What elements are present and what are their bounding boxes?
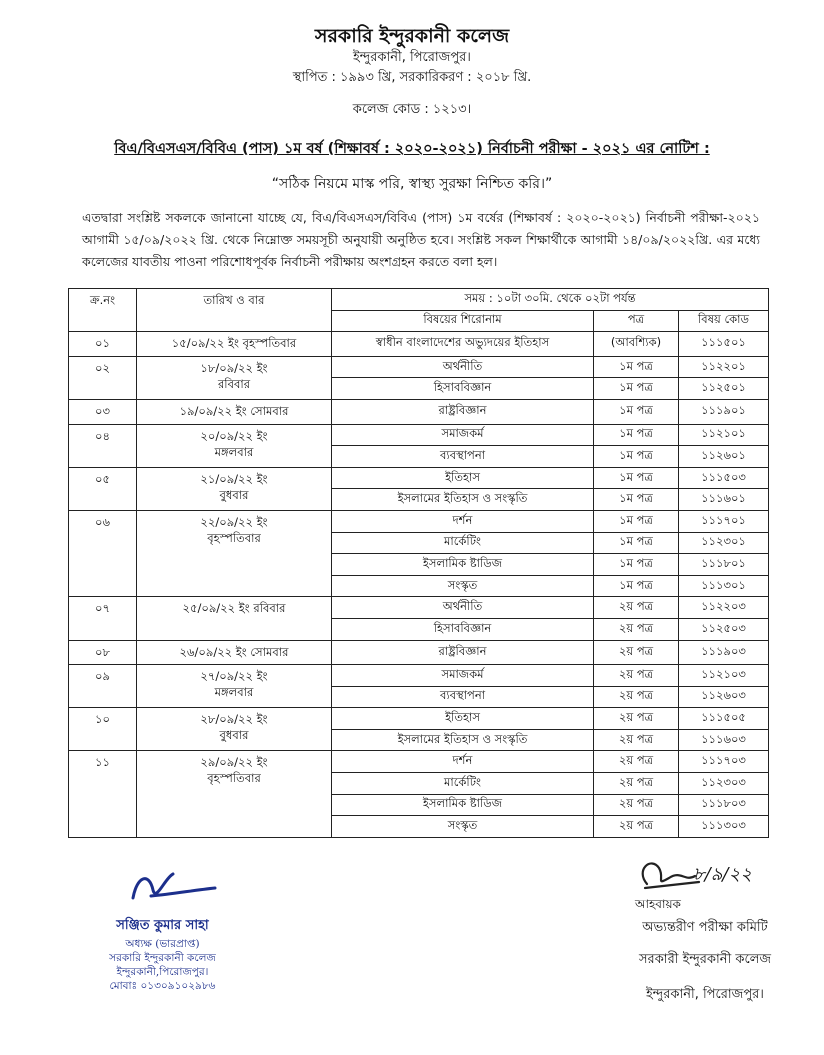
code-cell: ১১২৩০১ — [679, 532, 769, 554]
date-line: ২১/০৯/২২ ইং — [200, 471, 268, 486]
paper-cell: ১ম পত্র — [594, 399, 679, 424]
date-line: ১৫/০৯/২২ ইং বৃহস্পতিবার — [171, 336, 297, 351]
serial-cell: ০৯ — [69, 665, 137, 708]
notice-slogan: “সঠিক নিয়মে মাস্ক পরি, স্বাস্থ্য সুরক্ষা নিশ্চিত করি।” — [271, 176, 553, 192]
date-cell — [137, 665, 332, 708]
paper-cell: ২য় পত্র — [594, 794, 679, 816]
date-line: ২২/০৯/২২ ইং — [200, 514, 268, 529]
subject-cell: রাষ্ট্রবিজ্ঞান — [332, 640, 594, 665]
code-cell: ১১১৬০৩ — [679, 729, 769, 751]
college-address: ইন্দুরকানী, পিরোজপুর। — [353, 50, 471, 65]
subject-cell: দর্শন — [332, 510, 594, 532]
date-line: ২৭/০৯/২২ ইং — [200, 669, 268, 684]
subject-cell: সমাজকর্ম — [332, 424, 594, 446]
table-row — [69, 399, 769, 424]
date-cell — [137, 399, 332, 424]
header-subject: বিষয়ের শিরোনাম — [332, 310, 594, 332]
code-cell: ১১১৭০১ — [679, 510, 769, 532]
subject-cell: সংস্কৃত — [332, 816, 594, 838]
code-cell: ১১২৫০৩ — [679, 618, 769, 640]
date-line: বুধবার — [219, 487, 249, 502]
subject-cell: অর্থনীতি — [332, 356, 594, 378]
serial-cell: ০১ — [69, 332, 137, 357]
date-line: ১৮/০৯/২২ ইং — [200, 360, 268, 375]
notice-title-text: বিএ/বিএসএস/বিবিএ (পাস) ১ম বর্ষ (শিক্ষাবর্ষ : ২০২০-২০২১) নির্বাচনী পরীক্ষা - ২০২১ এর নোটিশ : — [114, 141, 710, 157]
subject-cell: হিসাববিজ্ঞান — [332, 618, 594, 640]
paper-cell: (আবশ্যিক) — [594, 332, 679, 357]
code-cell: ১১১৬০১ — [679, 489, 769, 511]
code-cell: ১১১৯০৩ — [679, 640, 769, 665]
paper-cell: ১ম পত্র — [594, 446, 679, 468]
paper-cell: ২য় পত্র — [594, 816, 679, 838]
code-cell: ১১১৫০৩ — [679, 467, 769, 489]
date-cell — [137, 597, 332, 640]
code-cell: ১১১৮০৩ — [679, 794, 769, 816]
principal-name: সঞ্জিত কুমার সাহা — [116, 918, 209, 933]
code-cell: ১১১৫০৫ — [679, 708, 769, 730]
table-row — [69, 510, 769, 532]
principal-mobile: মোবাঃ ০১৩০৯১০২৯৮৬ — [109, 980, 216, 992]
date-cell — [137, 424, 332, 467]
serial-cell: ০৪ — [69, 424, 137, 467]
code-cell: ১১২২০১ — [679, 356, 769, 378]
subject-cell: ইসলামিক ষ্টাডিজ — [332, 554, 594, 576]
table-row — [69, 640, 769, 665]
subject-cell: ইসলামের ইতিহাস ও সংস্কৃতি — [332, 489, 594, 511]
subject-cell: মার্কেটিং — [332, 773, 594, 795]
table-row — [69, 356, 769, 378]
paper-cell: ১ম পত্র — [594, 467, 679, 489]
paper-cell: ২য় পত্র — [594, 751, 679, 773]
subject-cell: ইসলামের ইতিহাস ও সংস্কৃতি — [332, 729, 594, 751]
serial-cell: ১০ — [69, 708, 137, 751]
paper-cell: ২য় পত্র — [594, 708, 679, 730]
college-name: সরকারি ইন্দুরকানী কলেজ — [314, 25, 510, 47]
code-cell: ১১১৫০১ — [679, 332, 769, 357]
subject-cell: ইসলামিক ষ্টাডিজ — [332, 794, 594, 816]
exam-schedule-body — [69, 289, 769, 838]
paper-cell: ১ম পত্র — [594, 424, 679, 446]
signature-date: ৮/৯/২২ — [693, 864, 752, 885]
paper-cell: ২য় পত্র — [594, 773, 679, 795]
subject-cell: ইতিহাস — [332, 467, 594, 489]
subject-cell: ব্যবস্থাপনা — [332, 686, 594, 708]
subject-cell: ব্যবস্থাপনা — [332, 446, 594, 468]
date-line: মঙ্গলবার — [214, 444, 254, 459]
table-row — [69, 597, 769, 619]
paper-cell: ২য় পত্র — [594, 640, 679, 665]
table-row — [69, 665, 769, 687]
date-line: বৃহস্পতিবার — [207, 771, 261, 786]
date-cell — [137, 708, 332, 751]
date-cell — [137, 332, 332, 357]
exam-schedule-table — [68, 288, 769, 838]
date-cell — [137, 467, 332, 510]
college-code: কলেজ কোড : ১২১৩। — [352, 102, 472, 117]
date-line: ২০/০৯/২২ ইং — [200, 428, 268, 443]
date-cell — [137, 640, 332, 665]
table-header-row — [69, 289, 769, 311]
paper-cell: ২য় পত্র — [594, 597, 679, 619]
code-cell: ১১২৫০১ — [679, 378, 769, 400]
date-line: ২৫/০৯/২২ ইং রবিবার — [182, 601, 286, 616]
committee-address: ইন্দুরকানী, পিরোজপুর। — [646, 987, 764, 1002]
paper-cell: ১ম পত্র — [594, 554, 679, 576]
date-line: ২৯/০৯/২২ ইং — [200, 755, 268, 770]
table-row — [69, 332, 769, 357]
subject-cell: রাষ্ট্রবিজ্ঞান — [332, 399, 594, 424]
code-cell: ১১২৩০৩ — [679, 773, 769, 795]
date-line: ২৬/০৯/২২ ইং সোমবার — [179, 644, 289, 659]
date-line: ২৮/০৯/২২ ইং — [200, 712, 268, 727]
table-row — [69, 424, 769, 446]
date-line: ১৯/০৯/২২ ইং সোমবার — [179, 403, 289, 418]
subject-cell: ইতিহাস — [332, 708, 594, 730]
code-cell: ১১২১০১ — [679, 424, 769, 446]
paper-cell: ১ম পত্র — [594, 378, 679, 400]
date-line: বুধবার — [219, 728, 249, 743]
notice-title — [0, 138, 824, 162]
signature-scribble-icon — [103, 868, 223, 910]
code-cell: ১১১৩০৩ — [679, 816, 769, 838]
code-cell: ১১২১০৩ — [679, 665, 769, 687]
principal-signature-block — [70, 868, 255, 993]
subject-cell: অর্থনীতি — [332, 597, 594, 619]
date-cell — [137, 356, 332, 399]
principal-college: সরকারি ইন্দুরকানী কলেজ — [109, 952, 216, 964]
committee-college: সরকারী ইন্দুরকানী কলেজ — [638, 952, 772, 967]
paper-cell: ১ম পত্র — [594, 575, 679, 597]
subject-cell: হিসাববিজ্ঞান — [332, 378, 594, 400]
principal-address: ইন্দুরকানী,পিরোজপুর। — [116, 966, 209, 978]
date-cell — [137, 510, 332, 596]
subject-cell: দর্শন — [332, 751, 594, 773]
date-line: বৃহস্পতিবার — [207, 530, 261, 545]
serial-cell: ০৭ — [69, 597, 137, 640]
table-row — [69, 467, 769, 489]
serial-cell: ০৮ — [69, 640, 137, 665]
header-time: সময় : ১০টা ৩০মি. থেকে ০২টা পর্যন্ত — [332, 289, 769, 311]
convener-role: আহবায়ক — [635, 897, 681, 911]
serial-cell: ০৫ — [69, 467, 137, 510]
serial-cell: ০২ — [69, 356, 137, 399]
header-code: বিষয় কোড — [679, 310, 769, 332]
code-cell: ১১১৩০১ — [679, 575, 769, 597]
establishment-info: স্থাপিত : ১৯৯৩ খ্রি, সরকারিকরণ : ২০১৮ খ্রি. — [292, 70, 532, 85]
code-cell: ১১১৯০১ — [679, 399, 769, 424]
header-serial: ক্র.নং — [69, 289, 137, 332]
subject-cell: সংস্কৃত — [332, 575, 594, 597]
serial-cell: ০৩ — [69, 399, 137, 424]
code-cell: ১১১৮০১ — [679, 554, 769, 576]
header-date: তারিখ ও বার — [137, 289, 332, 332]
code-cell: ১১১৭০৩ — [679, 751, 769, 773]
table-row — [69, 708, 769, 730]
date-line: রবিবার — [217, 376, 251, 391]
paper-cell: ১ম পত্র — [594, 510, 679, 532]
notice-body: এতদ্বারা সংশ্লিষ্ট সকলকে জানানো যাচ্ছে যে, বিএ/বিএসএস/বিবিএ (পাস) ১ম বর্ষের (শিক্ষাবর্ষ : ২০২০-২০২১) নির্বাচনী পরীক্ষা-২০২১ আগামী ১৫/০৯/২০২২ খ্রি. থেকে নিম্নোক্ত সময়সূচী অনুযায়ী অনুষ্ঠিত হবে। সংশ্লিষ্ট সকল শিক্ষার্থীকে আগামী ১৪/০৯/২০২২খ্রি. এর মধ্যে কলেজের যাবতীয় পাওনা পরিশোধপূর্বক নির্বাচনী পরীক্ষায় অংশগ্রহন করতে বলা হল। — [82, 210, 760, 269]
paper-cell: ১ম পত্র — [594, 532, 679, 554]
subject-cell: মার্কেটিং — [332, 532, 594, 554]
table-row — [69, 751, 769, 773]
date-line: মঙ্গলবার — [214, 685, 254, 700]
code-cell: ১১২২০৩ — [679, 597, 769, 619]
serial-cell: ১১ — [69, 751, 137, 837]
paper-cell: ২য় পত্র — [594, 665, 679, 687]
serial-cell: ০৬ — [69, 510, 137, 596]
subject-cell: সমাজকর্ম — [332, 665, 594, 687]
paper-cell: ১ম পত্র — [594, 489, 679, 511]
paper-cell: ১ম পত্র — [594, 356, 679, 378]
principal-designation: অধ্যক্ষ (ভারপ্রাপ্ত) — [125, 938, 200, 950]
committee-name: অভ্যন্তরীণ পরীক্ষা কমিটি — [642, 920, 768, 935]
date-cell — [137, 751, 332, 837]
paper-cell: ২য় পত্র — [594, 729, 679, 751]
code-cell: ১১২৬০৩ — [679, 686, 769, 708]
code-cell: ১১২৬০১ — [679, 446, 769, 468]
paper-cell: ২য় পত্র — [594, 686, 679, 708]
header-paper: পত্র — [594, 310, 679, 332]
paper-cell: ২য় পত্র — [594, 618, 679, 640]
subject-cell: স্বাধীন বাংলাদেশের অভ্যুদয়ের ইতিহাস — [332, 332, 594, 357]
